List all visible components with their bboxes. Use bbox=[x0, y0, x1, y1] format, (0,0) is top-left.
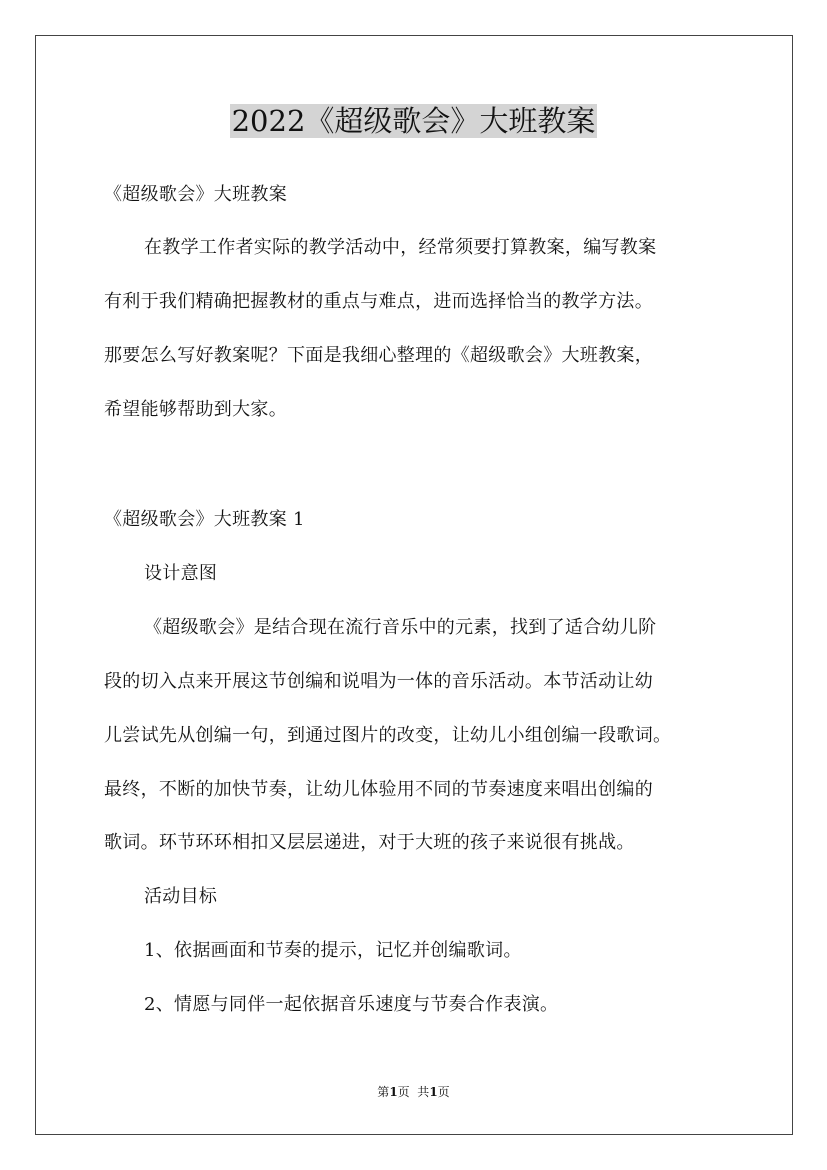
goal-1: 1、依据画面和节奏的提示，记忆并创编歌词。 bbox=[144, 940, 522, 961]
total-pages: 1 bbox=[429, 1085, 438, 1099]
design-line-5: 歌词。环节环环相扣又层层递进，对于大班的孩子来说很有挑战。 bbox=[104, 832, 635, 853]
page-footer bbox=[0, 1084, 827, 1100]
design-line-4: 最终，不断的加快节奏，让幼儿体验用不同的节奏速度来唱出创编的 bbox=[104, 779, 653, 800]
intro-line-2: 有利于我们精确把握教材的重点与难点，进而选择恰当的教学方法。 bbox=[104, 291, 653, 312]
design-line-2: 段的切入点来开展这节创编和说唱为一体的音乐活动。本节活动让幼 bbox=[104, 671, 653, 692]
goal-2: 2、情愿与同伴一起依据音乐速度与节奏合作表演。 bbox=[144, 994, 559, 1015]
intro-line-3: 那要怎么写好教案呢？下面是我细心整理的《超级歌会》大班教案， bbox=[104, 345, 653, 366]
footer-mid: 页 共 bbox=[397, 1085, 430, 1099]
page-number: 1 bbox=[389, 1085, 398, 1099]
intro-line-1: 在教学工作者实际的教学活动中，经常须要打算教案，编写教案 bbox=[144, 237, 657, 258]
footer-suffix: 页 bbox=[437, 1085, 450, 1099]
subtitle: 《超级歌会》大班教案 bbox=[104, 184, 287, 205]
section-title: 《超级歌会》大班教案 1 bbox=[104, 509, 305, 530]
footer-prefix: 第 bbox=[377, 1085, 390, 1099]
design-line-3: 儿尝试先从创编一句，到通过图片的改变，让幼儿小组创编一段歌词。 bbox=[104, 725, 672, 746]
document-title: 2022《超级歌会》大班教案 bbox=[231, 104, 596, 138]
design-heading: 设计意图 bbox=[144, 563, 218, 584]
design-line-1: 《超级歌会》是结合现在流行音乐中的元素，找到了适合幼儿阶 bbox=[144, 617, 657, 638]
intro-line-4: 希望能够帮助到大家。 bbox=[104, 399, 287, 420]
goals-heading: 活动目标 bbox=[144, 886, 218, 907]
